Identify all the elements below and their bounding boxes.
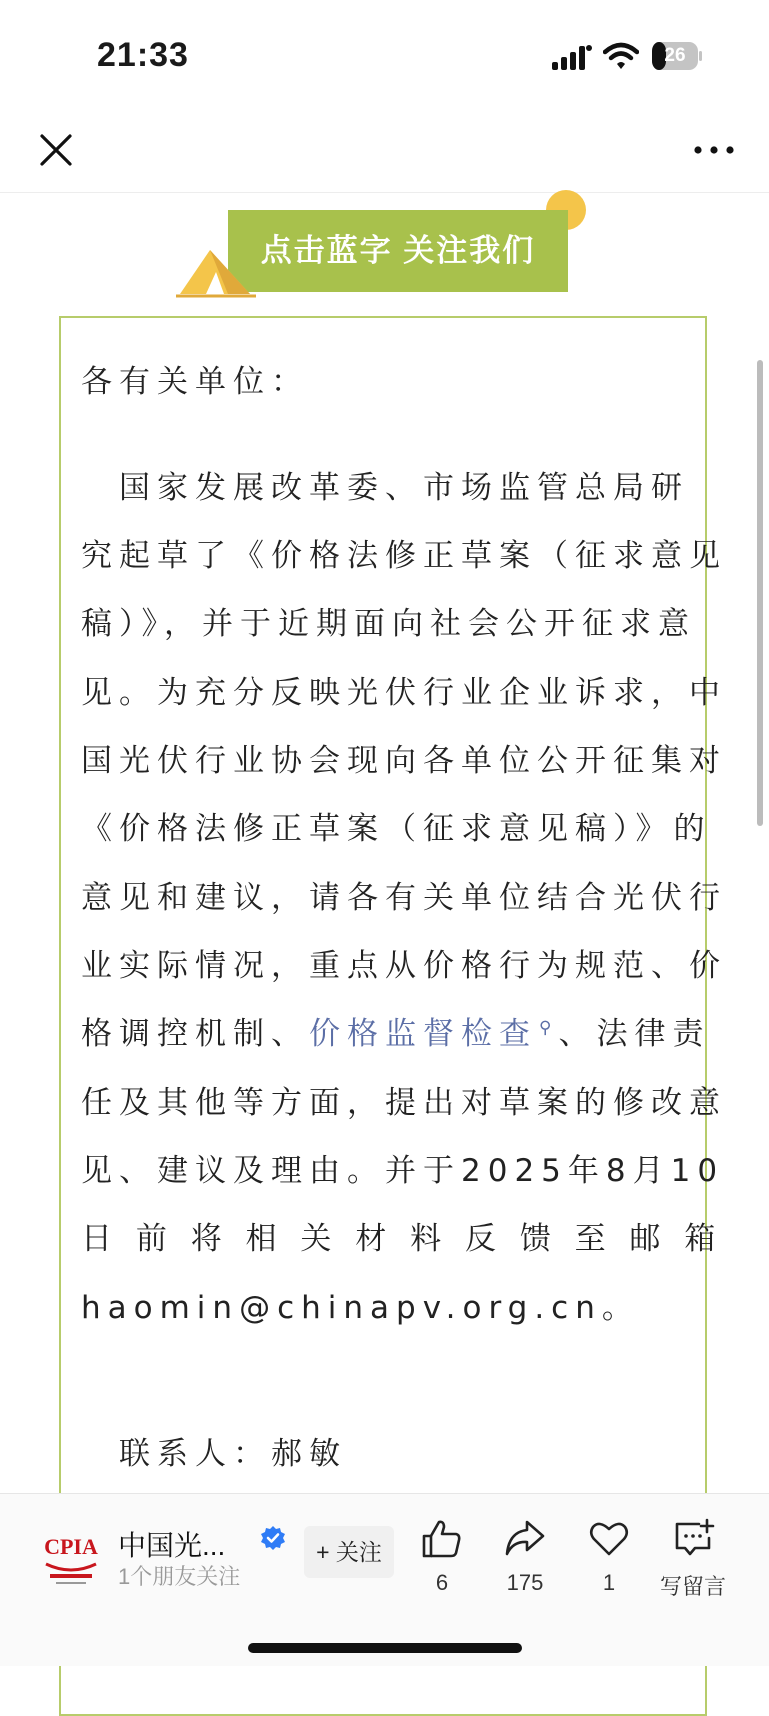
more-options-icon[interactable] xyxy=(690,134,738,166)
bottom-action-bar xyxy=(0,1493,769,1666)
share-button[interactable] xyxy=(485,1516,565,1606)
battery-level: 26 xyxy=(664,45,686,66)
status-bar xyxy=(0,0,769,110)
article-line: 日 前 将 相 关 材 料 反 馈 至 邮 箱 xyxy=(81,1221,723,1257)
article-line: 任及其他等方面，提出对草案的修改意 xyxy=(81,1085,727,1121)
article-line: 见。为充分反映光伏行业企业诉求，中 xyxy=(81,675,727,711)
favorite-button[interactable] xyxy=(569,1516,649,1606)
wifi-icon xyxy=(603,42,639,70)
price-supervision-link[interactable]: 价格监督检查 xyxy=(309,1016,537,1052)
search-icon: ⚲ xyxy=(539,1017,559,1038)
article-line: 见、建议及理由。并于2025年8月10 xyxy=(81,1153,725,1189)
heart-icon xyxy=(587,1516,631,1560)
article-line: 稿）》，并于近期面向社会公开征求意 xyxy=(81,606,696,642)
article-line: 国光伏行业协会现向各单位公开征集对 xyxy=(81,743,727,779)
cpia-logo[interactable] xyxy=(38,1524,104,1590)
share-icon xyxy=(503,1516,547,1560)
home-indicator[interactable] xyxy=(248,1643,522,1653)
scrollbar[interactable] xyxy=(757,360,763,826)
article-line: 意见和建议，请各有关单位结合光伏行 xyxy=(81,880,727,916)
article-greeting: 各有关单位： xyxy=(81,364,309,400)
write-comment-button[interactable] xyxy=(653,1516,733,1606)
friends-following-text: 1个朋友关注 xyxy=(118,1564,241,1589)
like-button[interactable] xyxy=(402,1516,482,1606)
link-line-before: 格调控机制、 xyxy=(81,1016,309,1052)
article-line: 《价格法修正草案（征求意见稿）》的 xyxy=(81,811,712,847)
logo-text: CPIA xyxy=(44,1534,98,1559)
article-line: 究起草了《价格法修正草案（征求意见 xyxy=(81,538,727,574)
like-count: 6 xyxy=(435,1570,449,1595)
banner-box xyxy=(228,210,568,292)
cellular-signal-icon xyxy=(552,44,592,70)
comment-icon xyxy=(671,1516,715,1560)
follow-banner xyxy=(176,200,596,300)
status-time: 21:33 xyxy=(97,36,189,74)
link-line-after: 、法律责 xyxy=(558,1016,711,1052)
banner-text: 点击蓝字 关注我们 xyxy=(260,233,536,268)
article-line: 业实际情况，重点从价格行为规范、价 xyxy=(81,948,727,984)
nav-bar xyxy=(0,110,769,193)
share-count: 175 xyxy=(506,1570,544,1595)
verified-icon xyxy=(260,1525,286,1551)
follow-button[interactable]: + 关注 xyxy=(304,1526,394,1578)
close-icon[interactable] xyxy=(34,128,78,172)
write-comment-label: 写留言 xyxy=(659,1574,726,1599)
favorite-count: 1 xyxy=(602,1570,616,1595)
article-line: 国家发展改革委、市场监管总局研 xyxy=(81,470,689,506)
thumbs-up-icon xyxy=(420,1516,464,1560)
article-line-with-link xyxy=(81,1008,710,1053)
email-address: haomin@chinapv.org.cn。 xyxy=(81,1290,640,1326)
account-name[interactable]: 中国光... xyxy=(118,1530,226,1561)
tent-icon xyxy=(176,240,258,298)
contact-person: 联系人：郝敏 xyxy=(81,1436,347,1472)
battery-icon xyxy=(652,42,702,70)
